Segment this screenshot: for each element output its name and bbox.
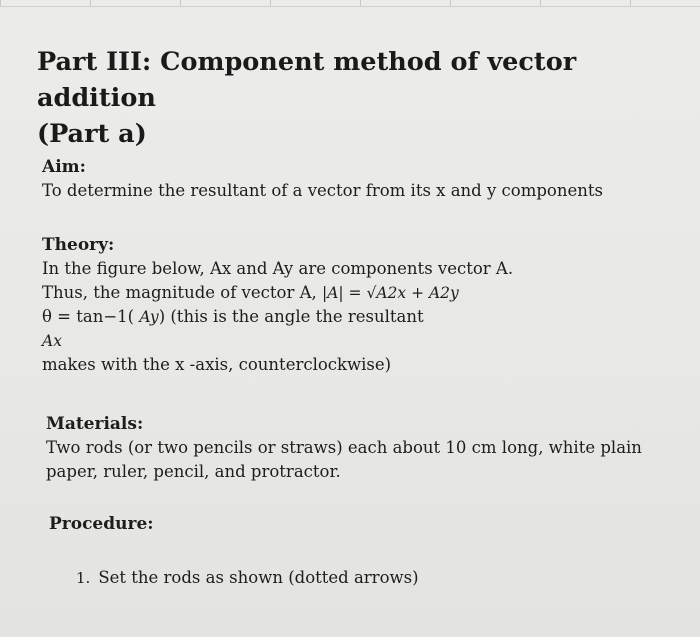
- materials-heading: Materials:: [46, 414, 144, 434]
- page-title: [37, 44, 677, 152]
- theory-line-1: In the figure below, Ax and Ay are components vector A.: [42, 259, 514, 278]
- procedure-section: [49, 512, 689, 536]
- angle-formula-denominator: Ax: [42, 332, 62, 350]
- top-border: [0, 0, 700, 7]
- step-number: 1.: [76, 569, 91, 587]
- materials-section: [46, 412, 686, 484]
- theory-line-3: [42, 305, 682, 329]
- aim-text: To determine the resultant of a vector from its x and y components: [42, 181, 603, 200]
- theory-line-2: [42, 281, 682, 305]
- procedure-step: [76, 566, 700, 590]
- aim-section: [42, 155, 682, 203]
- materials-line-2: paper, ruler, pencil, and protractor.: [46, 462, 341, 481]
- angle-formula-suffix: ) (this is the angle the resultant: [158, 307, 424, 326]
- theory-section: [42, 233, 682, 377]
- procedure-heading: Procedure:: [49, 514, 154, 534]
- theory-line-2-prefix: Thus, the magnitude of vector A,: [42, 283, 322, 302]
- angle-formula-numerator: Ay: [139, 308, 159, 326]
- title-line-2: (Part a): [37, 119, 147, 149]
- title-line-1: Part III: Component method of vector addition: [37, 47, 577, 113]
- materials-line-1: Two rods (or two pencils or straws) each about 10 cm long, white plain: [46, 438, 642, 457]
- theory-line-4: [42, 329, 682, 353]
- magnitude-formula: |A| = √A2x + A2y: [321, 284, 459, 302]
- step-text: Set the rods as shown (dotted arrows): [98, 568, 419, 587]
- procedure-step-1: [76, 566, 700, 590]
- theory-heading: Theory:: [42, 235, 115, 255]
- aim-heading: Aim:: [42, 157, 86, 177]
- angle-formula-prefix: θ = tan−1(: [42, 307, 140, 326]
- theory-line-5: makes with the x -axis, counterclockwise): [42, 355, 392, 374]
